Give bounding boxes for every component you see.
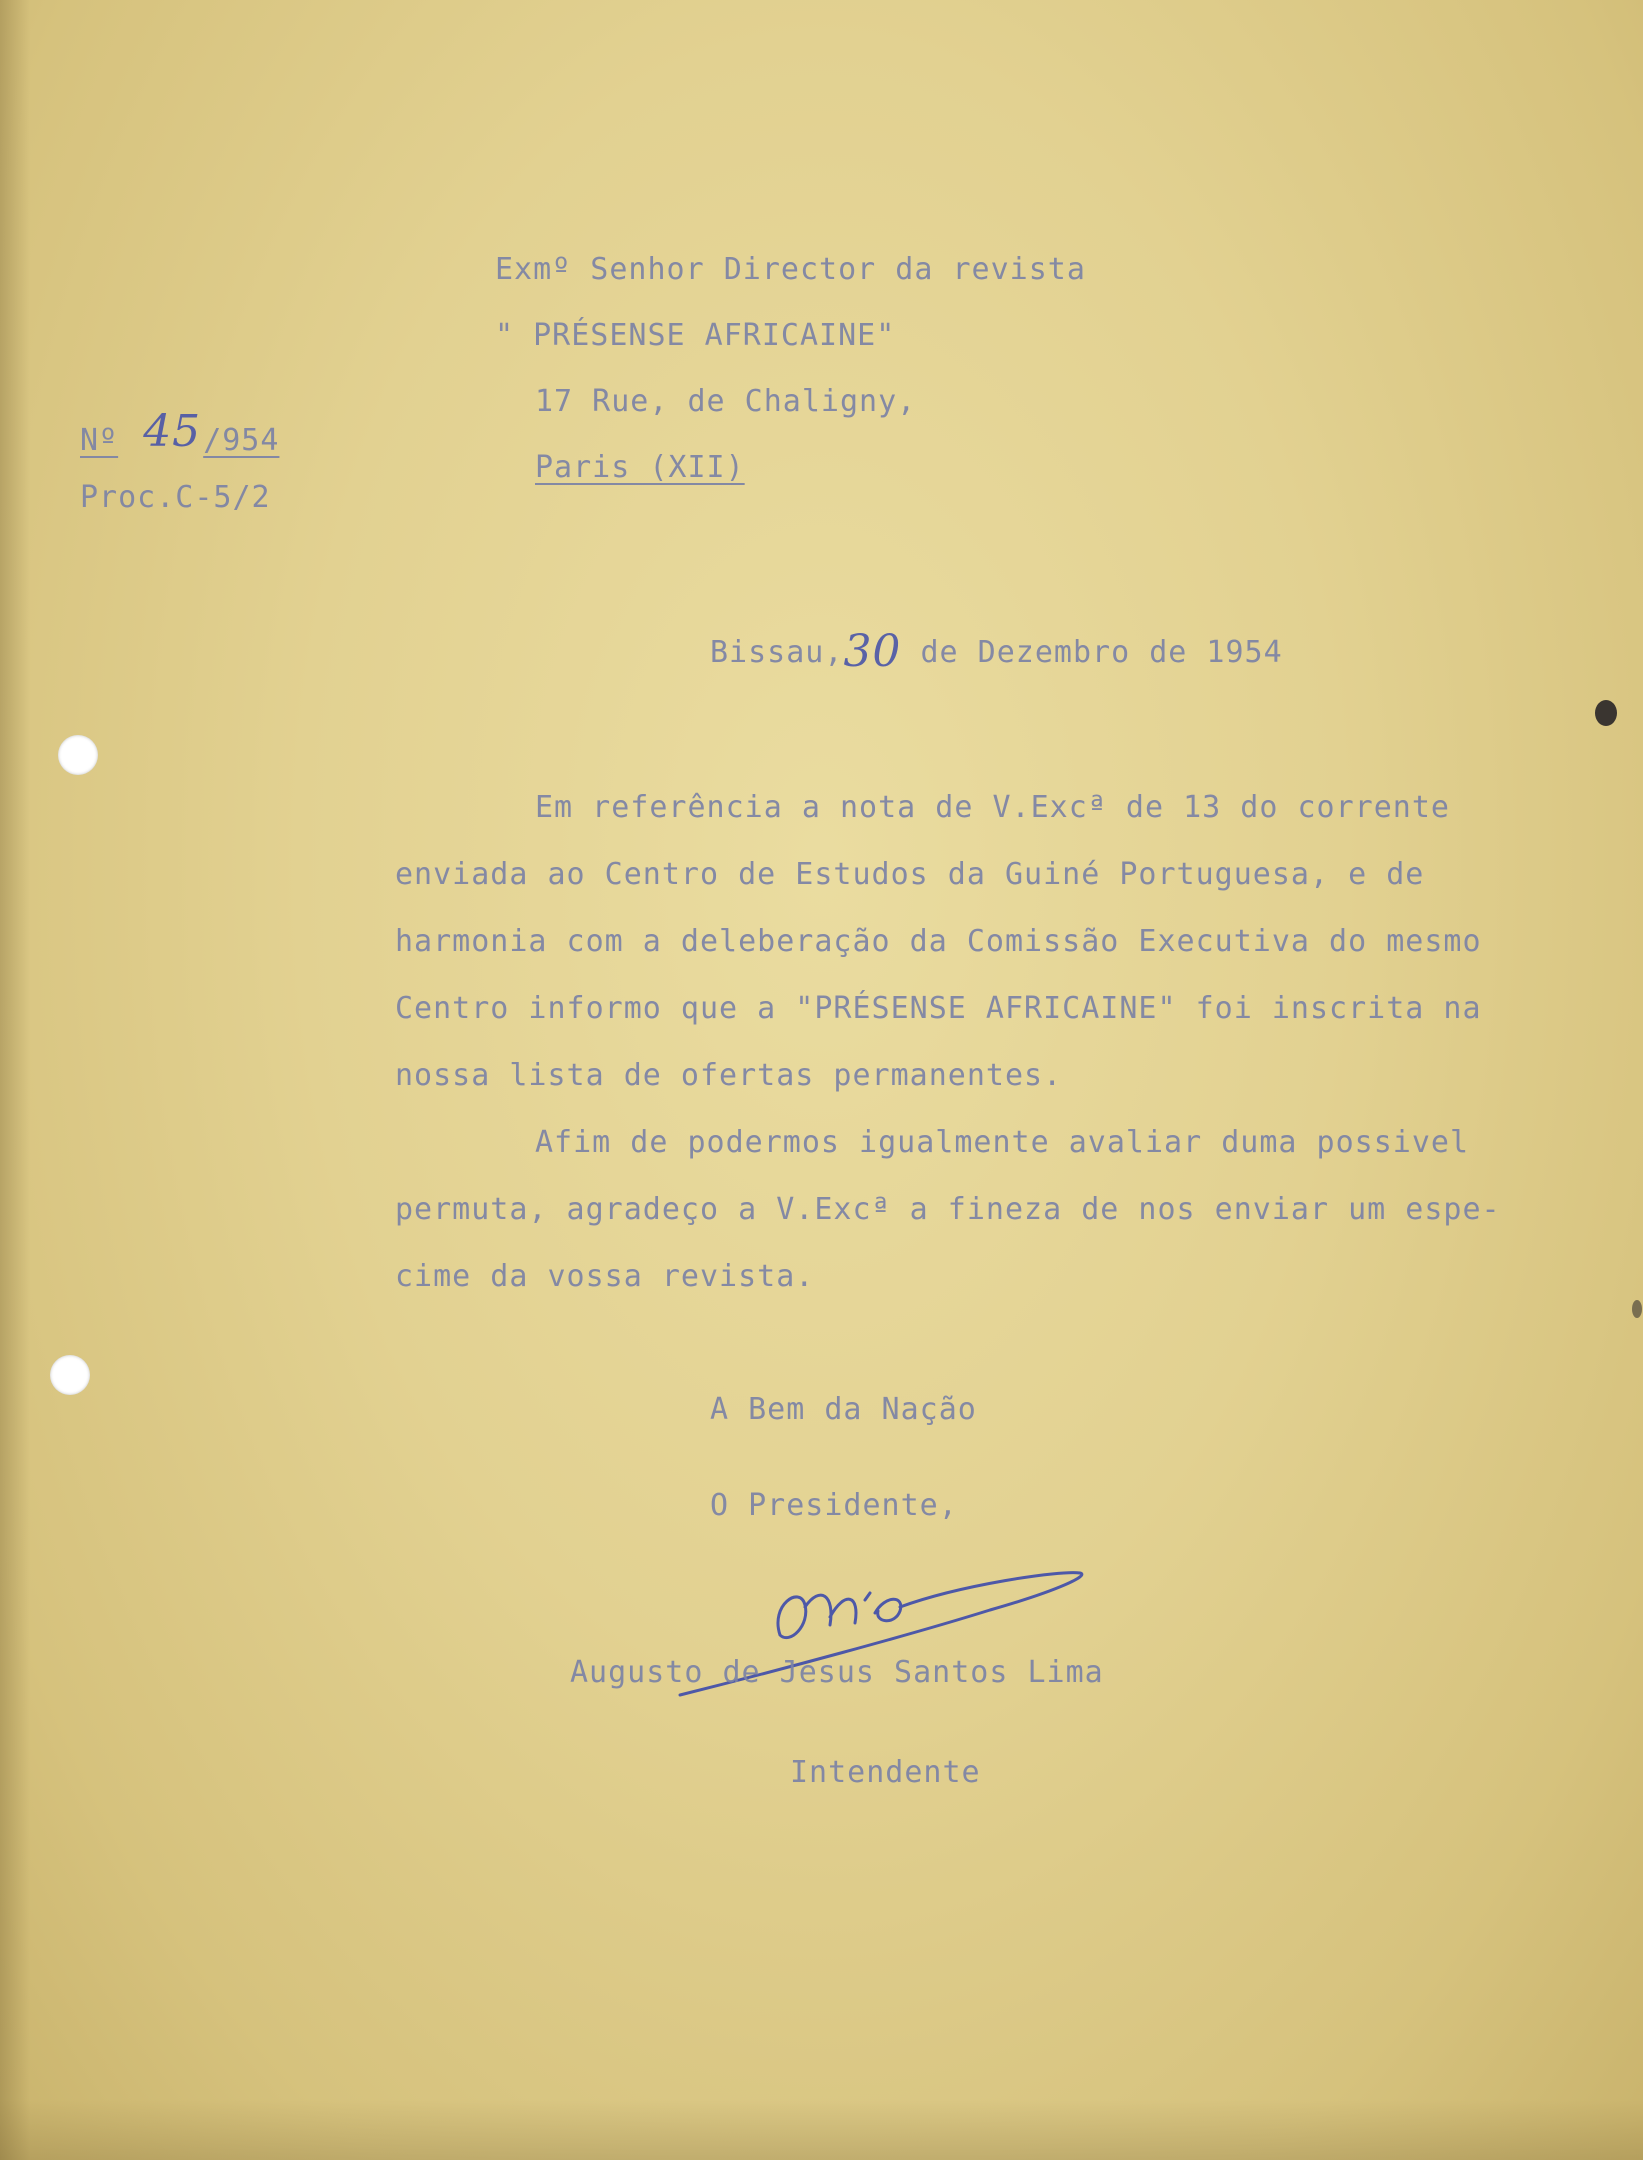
reference-number-prefix: Nº bbox=[80, 423, 119, 458]
page-bottom-shadow bbox=[0, 2100, 1643, 2160]
reference-number-handwritten: 45 bbox=[143, 406, 202, 457]
body-p1-line-5: nossa lista de ofertas permanentes. bbox=[395, 1058, 1063, 1093]
ink-spot-small bbox=[1632, 1300, 1642, 1318]
recipient-line-4: Paris (XII) bbox=[535, 450, 745, 485]
date-day-handwritten: 30 bbox=[843, 626, 902, 677]
date-place: Bissau, bbox=[710, 635, 844, 670]
recipient-line-2: " PRÉSENSE AFRICAINE" bbox=[495, 318, 896, 353]
body-p2-line-2: permuta, agradeço a V.Excª a fineza de nos enviar um espe- bbox=[395, 1192, 1501, 1227]
closing-salutation: A Bem da Nação bbox=[710, 1392, 977, 1427]
date-line bbox=[710, 622, 1283, 677]
page-edge-shadow bbox=[0, 0, 30, 2160]
date-rest: de Dezembro de 1954 bbox=[920, 635, 1283, 670]
ink-spot bbox=[1595, 700, 1617, 726]
recipient-line-1: Exmº Senhor Director da revista bbox=[495, 252, 1086, 287]
body-p1-line-2: enviada ao Centro de Estudos da Guiné Portuguesa, e de bbox=[395, 857, 1425, 892]
closing-role: Intendente bbox=[790, 1755, 981, 1790]
punch-hole-bottom bbox=[50, 1355, 90, 1395]
closing-title: O Presidente, bbox=[710, 1488, 958, 1523]
body-p2-line-1: Afim de podermos igualmente avaliar duma possivel bbox=[535, 1125, 1470, 1160]
body-p1-line-1: Em referência a nota de V.Excª de 13 do corrente bbox=[535, 790, 1450, 825]
body-p1-line-3: harmonia com a deleberação da Comissão Executiva do mesmo bbox=[395, 924, 1482, 959]
closing-name: Augusto de Jesus Santos Lima bbox=[570, 1655, 1104, 1690]
body-p1-line-4: Centro informo que a "PRÉSENSE AFRICAINE" foi inscrita na bbox=[395, 991, 1482, 1026]
recipient-line-3: 17 Rue, de Chaligny, bbox=[535, 384, 917, 419]
punch-hole-top bbox=[58, 735, 98, 775]
reference-number bbox=[80, 406, 280, 461]
process-number: Proc.C-5/2 bbox=[80, 480, 271, 515]
body-p2-line-3: cime da vossa revista. bbox=[395, 1259, 815, 1294]
reference-number-year: /954 bbox=[203, 423, 280, 458]
